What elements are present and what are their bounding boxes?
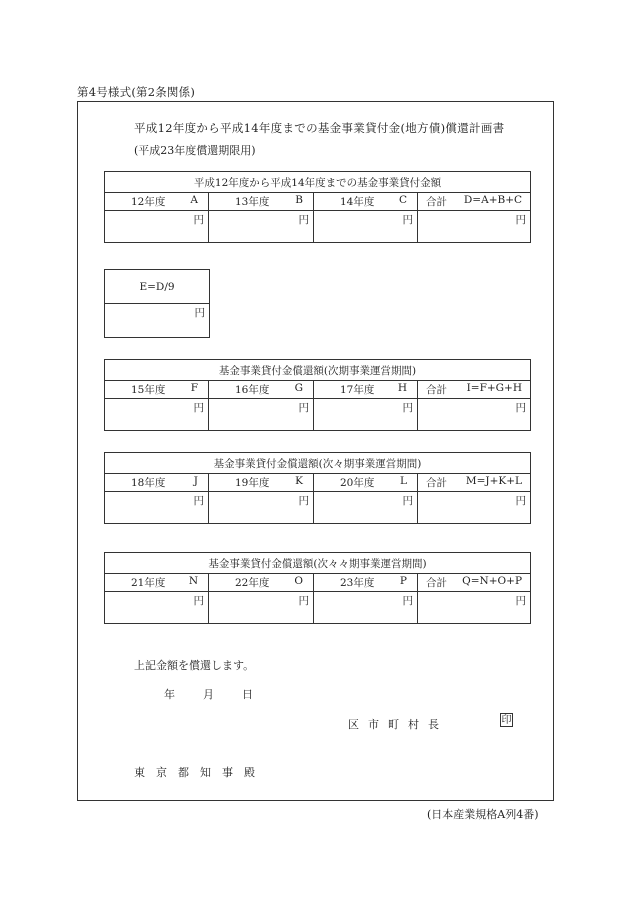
e-label: E=D/9 xyxy=(105,270,210,304)
amount-field[interactable]: 円 xyxy=(105,399,209,431)
repay-statement: 上記金額を償還します。 xyxy=(134,659,255,672)
amount-field[interactable]: 円 xyxy=(418,211,531,243)
repayment-third-table xyxy=(104,552,531,624)
col-label: 23年度 P xyxy=(314,574,418,592)
col-label: 18年度 J xyxy=(105,474,209,492)
col-label: 16年度 G xyxy=(209,381,314,399)
e-value-table xyxy=(104,269,210,338)
col-label: 21年度 N xyxy=(105,574,209,592)
day-label: 日 xyxy=(242,688,253,701)
amount-field[interactable]: 円 xyxy=(105,211,209,243)
amount-field[interactable]: 円 xyxy=(418,492,531,524)
col-label: 13年度 B xyxy=(209,193,314,211)
col-label: 17年度 H xyxy=(314,381,418,399)
col-label: 合計 M=J+K+L xyxy=(418,474,531,492)
amount-field[interactable]: 円 xyxy=(314,592,418,624)
col-label: 15年度 F xyxy=(105,381,209,399)
amount-field[interactable]: 円 xyxy=(209,592,314,624)
repayment-after-next-table xyxy=(104,452,531,524)
amount-field[interactable]: 円 xyxy=(105,492,209,524)
date-line xyxy=(134,686,253,702)
col-label: 合計 Q=N+O+P xyxy=(418,574,531,592)
year-label: 年 xyxy=(164,688,175,701)
amount-field[interactable]: 円 xyxy=(314,211,418,243)
paper-size-note: (日本産業規格A列4番) xyxy=(427,808,539,821)
addressee: 東京都知事殿 xyxy=(134,766,266,779)
amount-field[interactable]: 円 xyxy=(418,399,531,431)
table-header: 基金事業貸付金償還額(次々々期事業運営期間) xyxy=(105,553,531,574)
col-label: 合計 D=A+B+C xyxy=(418,193,531,211)
amount-field[interactable]: 円 xyxy=(314,399,418,431)
loan-amount-table xyxy=(104,171,531,243)
amount-field[interactable]: 円 xyxy=(314,492,418,524)
col-label: 19年度 K xyxy=(209,474,314,492)
col-label: 14年度 C xyxy=(314,193,418,211)
col-label: 20年度 L xyxy=(314,474,418,492)
amount-field[interactable]: 円 xyxy=(209,211,314,243)
repayment-next-table xyxy=(104,359,531,431)
form-title: 平成12年度から平成14年度までの基金事業貸付金(地方債)償還計画書 xyxy=(134,121,505,135)
col-label: 12年度 A xyxy=(105,193,209,211)
amount-field[interactable]: 円 xyxy=(105,304,210,338)
table-header: 基金事業貸付金償還額(次期事業運営期間) xyxy=(105,360,531,381)
seal-mark: 印 xyxy=(501,715,512,726)
table-header: 基金事業貸付金償還額(次々期事業運営期間) xyxy=(105,453,531,474)
col-label: 22年度 O xyxy=(209,574,314,592)
amount-field[interactable]: 円 xyxy=(209,492,314,524)
table-header: 平成12年度から平成14年度までの基金事業貸付金額 xyxy=(105,172,531,193)
amount-field[interactable]: 円 xyxy=(209,399,314,431)
mayor-title: 区市町村長 xyxy=(348,718,448,731)
month-label: 月 xyxy=(203,688,214,701)
col-label: 合計 I=F+G+H xyxy=(418,381,531,399)
amount-field[interactable]: 円 xyxy=(418,592,531,624)
form-subtitle: (平成23年度償還期限用) xyxy=(134,144,256,157)
amount-field[interactable]: 円 xyxy=(105,592,209,624)
form-number: 第4号様式(第2条関係) xyxy=(77,85,196,99)
